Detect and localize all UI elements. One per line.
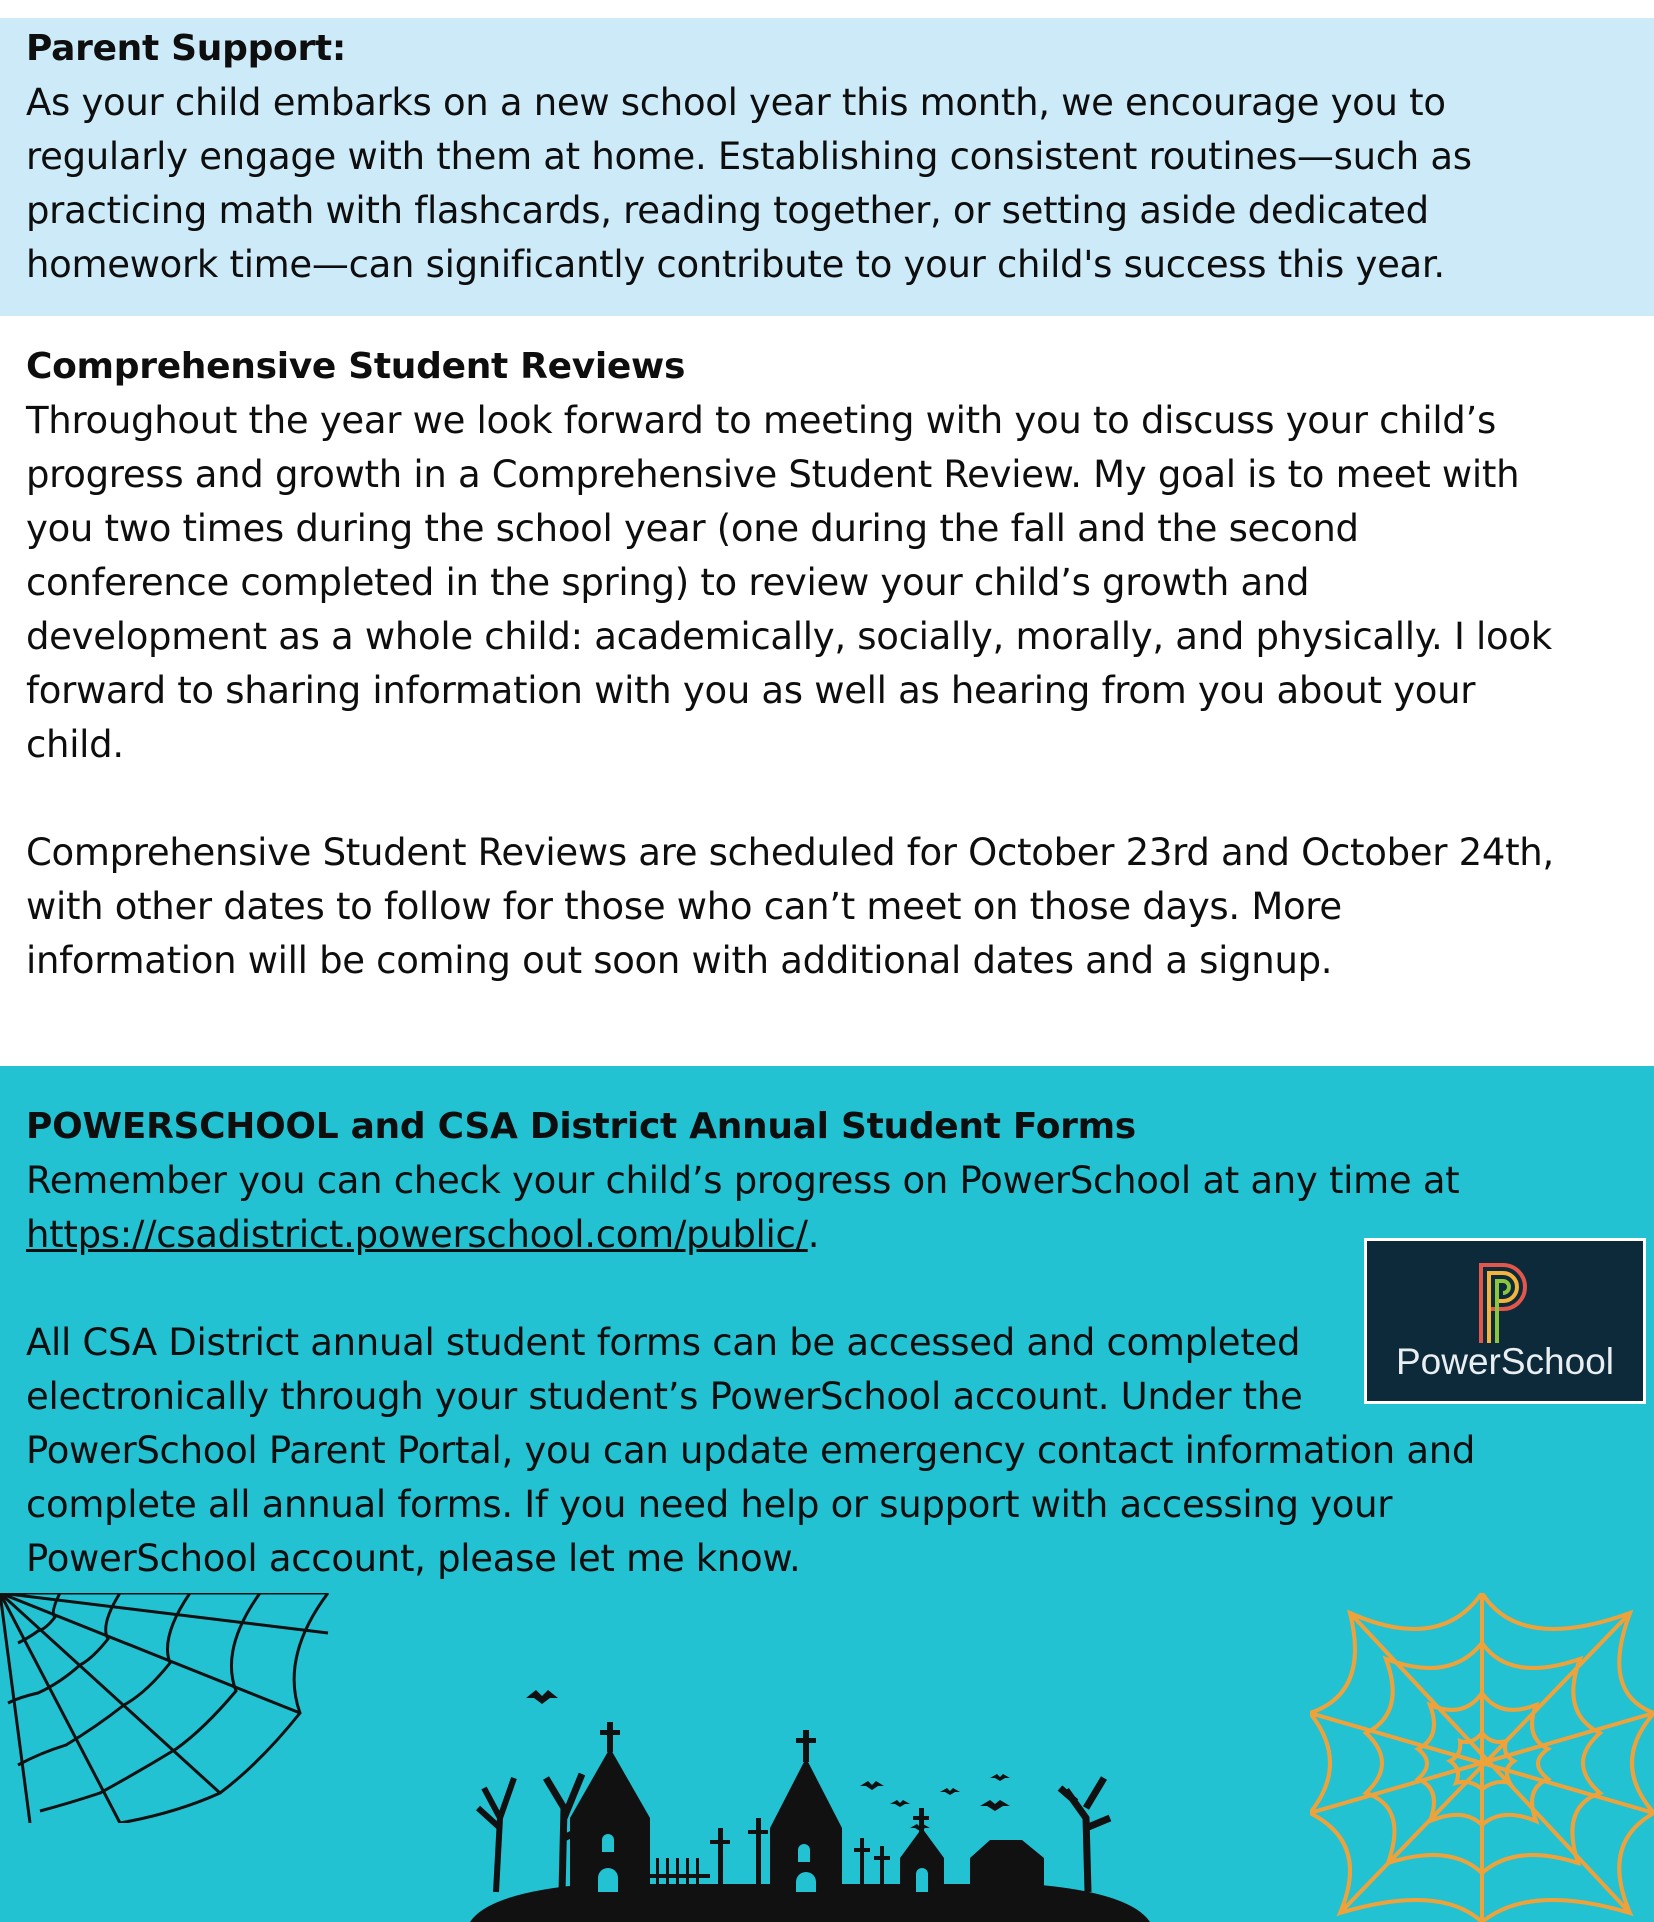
reviews-line: Comprehensive Student Reviews are scheduled for October 23rd and October 24th, bbox=[26, 831, 1554, 874]
reviews-heading: Comprehensive Student Reviews bbox=[26, 346, 686, 387]
forms-line: electronically through your student’s PowerSchool account. Under the bbox=[26, 1375, 1303, 1418]
parent-support-section bbox=[0, 18, 1654, 316]
forms-line: PowerSchool account, please let me know. bbox=[26, 1537, 801, 1580]
reviews-line: child. bbox=[26, 723, 124, 766]
powerschool-link[interactable]: https://csadistrict.powerschool.com/public/ bbox=[26, 1213, 808, 1256]
spiderweb-right-icon bbox=[1310, 1593, 1654, 1922]
reviews-line: you two times during the school year (one during the fall and the second bbox=[26, 507, 1359, 550]
forms-line: complete all annual forms. If you need help or support with accessing your bbox=[26, 1483, 1393, 1526]
parent-support-line: practicing math with flashcards, reading together, or setting aside dedicated bbox=[26, 189, 1429, 232]
powerschool-heading: POWERSCHOOL and CSA District Annual Student Forms bbox=[26, 1106, 1136, 1147]
parent-support-line: regularly engage with them at home. Establishing consistent routines—such as bbox=[26, 135, 1472, 178]
reviews-line: Throughout the year we look forward to meeting with you to discuss your child’s bbox=[26, 399, 1496, 442]
reviews-paragraph-2 bbox=[26, 826, 1626, 988]
forms-line: All CSA District annual student forms can be accessed and completed bbox=[26, 1321, 1301, 1364]
parent-support-line: homework time—can significantly contribute to your child's success this year. bbox=[26, 243, 1445, 286]
forms-line: PowerSchool Parent Portal, you can update emergency contact information and bbox=[26, 1429, 1476, 1472]
reviews-line: conference completed in the spring) to review your child’s growth and bbox=[26, 561, 1310, 604]
reviews-line: forward to sharing information with you as well as hearing from you about your bbox=[26, 669, 1476, 712]
powerschool-p-icon bbox=[1475, 1261, 1537, 1345]
reviews-paragraph-1 bbox=[26, 394, 1626, 772]
reviews-line: development as a whole child: academically, socially, morally, and physically. I look bbox=[26, 615, 1552, 658]
reviews-line: with other dates to follow for those who can’t meet on those days. More bbox=[26, 885, 1342, 928]
parent-support-line: As your child embarks on a new school year this month, we encourage you to bbox=[26, 81, 1446, 124]
powerschool-section bbox=[0, 1066, 1654, 1922]
link-suffix: . bbox=[807, 1213, 820, 1256]
haunted-village-icon bbox=[470, 1678, 1150, 1922]
powerschool-intro: Remember you can check your child’s progress on PowerSchool at any time at bbox=[26, 1159, 1460, 1202]
reviews-line: progress and growth in a Comprehensive Student Review. My goal is to meet with bbox=[26, 453, 1520, 496]
parent-support-heading: Parent Support: bbox=[26, 28, 346, 69]
reviews-line: information will be coming out soon with additional dates and a signup. bbox=[26, 939, 1333, 982]
powerschool-logo bbox=[1364, 1238, 1646, 1404]
powerschool-logo-text: PowerSchool bbox=[1395, 1341, 1614, 1382]
top-strip bbox=[0, 0, 1654, 18]
reviews-section bbox=[0, 316, 1654, 1066]
spiderweb-left-icon bbox=[0, 1593, 330, 1823]
